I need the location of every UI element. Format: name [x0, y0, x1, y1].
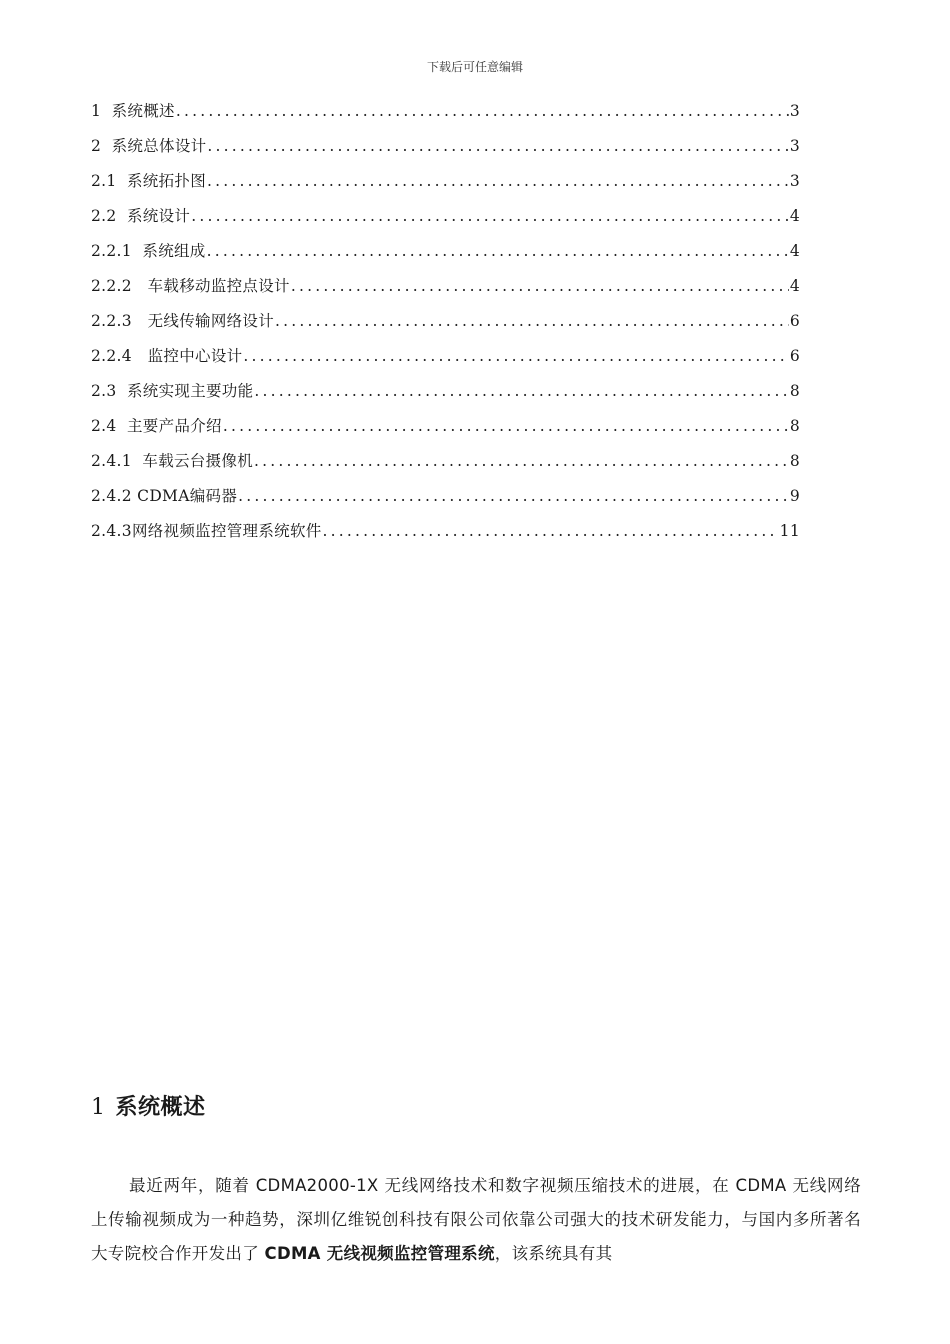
toc-entry-page: 9 — [789, 487, 800, 505]
toc-leader-dots — [254, 377, 788, 405]
toc-entry-page: 3 — [789, 102, 800, 120]
section-title: 系统概述 — [115, 1095, 206, 1120]
toc-leader-dots — [176, 97, 789, 125]
toc-entry[interactable] — [91, 272, 800, 307]
toc-entry-label: 2.2 系统设计 — [91, 207, 191, 225]
toc-leader-dots — [191, 202, 789, 230]
toc-entry[interactable] — [91, 237, 800, 272]
toc-entry[interactable] — [91, 167, 800, 202]
toc-entry-label: 2.2.1 系统组成 — [91, 242, 206, 260]
toc-entry-page: 3 — [789, 172, 800, 190]
toc-entry-label: 2 系统总体设计 — [91, 137, 207, 155]
toc-entry-page: 3 — [789, 137, 800, 155]
toc-entry[interactable] — [91, 132, 800, 167]
toc-entry-label: 2.2.2 车载移动监控点设计 — [91, 277, 290, 295]
toc-leader-dots — [207, 132, 788, 160]
section-heading — [91, 1090, 206, 1121]
toc-entry-label: 1 系统概述 — [91, 102, 175, 120]
toc-entry-page: 8 — [789, 417, 800, 435]
toc-entry[interactable] — [91, 482, 800, 517]
toc-entry-page: 4 — [789, 277, 800, 295]
toc-leader-dots — [254, 447, 789, 475]
toc-leader-dots — [223, 412, 789, 440]
paragraph-text-after: ，该系统具有其 — [494, 1243, 613, 1263]
section-number: 1 — [91, 1095, 106, 1120]
body-paragraph — [91, 1169, 861, 1271]
page-header: 下载后可任意编辑 — [426, 60, 523, 74]
toc-leader-dots — [323, 517, 779, 545]
toc-entry-page: 6 — [789, 312, 800, 330]
toc-leader-dots — [275, 307, 789, 335]
toc-entry-label: 2.2.3 无线传输网络设计 — [91, 312, 275, 330]
toc-entry-label: 2.4.3网络视频监控管理系统软件 — [91, 522, 322, 540]
toc-leader-dots — [207, 237, 789, 265]
table-of-contents — [91, 97, 800, 552]
toc-entry[interactable] — [91, 377, 800, 412]
toc-entry[interactable] — [91, 447, 800, 482]
toc-entry-label: 2.3 系统实现主要功能 — [91, 382, 254, 400]
toc-entry[interactable] — [91, 307, 800, 342]
toc-entry[interactable] — [91, 97, 800, 132]
toc-entry-page: 8 — [789, 452, 800, 470]
toc-entry[interactable] — [91, 517, 800, 552]
toc-entry-label: 2.4.2 CDMA编码器 — [91, 487, 238, 505]
toc-entry-label: 2.1 系统拓扑图 — [91, 172, 207, 190]
toc-entry-label: 2.4.1 车载云台摄像机 — [91, 452, 253, 470]
toc-leader-dots — [238, 482, 789, 510]
toc-leader-dots — [207, 167, 789, 195]
toc-entry[interactable] — [91, 202, 800, 237]
toc-leader-dots — [291, 272, 789, 300]
product-name-bold: CDMA 无线视频监控管理系统 — [264, 1243, 495, 1263]
paragraph-text-before: 最近两年，随着 CDMA2000-1X 无线网络技术和数字视频压缩技术的进展，在 CDMA 无线网络上传输视频成为一种趋势，深圳亿维锐创科技有限公司依靠公司强大的技术研发能力，与国内多所著名大专院校合作开发出了 — [91, 1175, 861, 1263]
toc-entry-label: 2.4 主要产品介绍 — [91, 417, 222, 435]
toc-leader-dots — [243, 342, 788, 370]
toc-entry-page: 8 — [789, 382, 800, 400]
toc-entry-page: 6 — [789, 347, 800, 365]
toc-entry[interactable] — [91, 342, 800, 377]
toc-entry-label: 2.2.4 监控中心设计 — [91, 347, 243, 365]
toc-entry-page: 4 — [789, 242, 800, 260]
toc-entry[interactable] — [91, 412, 800, 447]
toc-entry-page: 11 — [779, 522, 800, 540]
toc-entry-page: 4 — [789, 207, 800, 225]
